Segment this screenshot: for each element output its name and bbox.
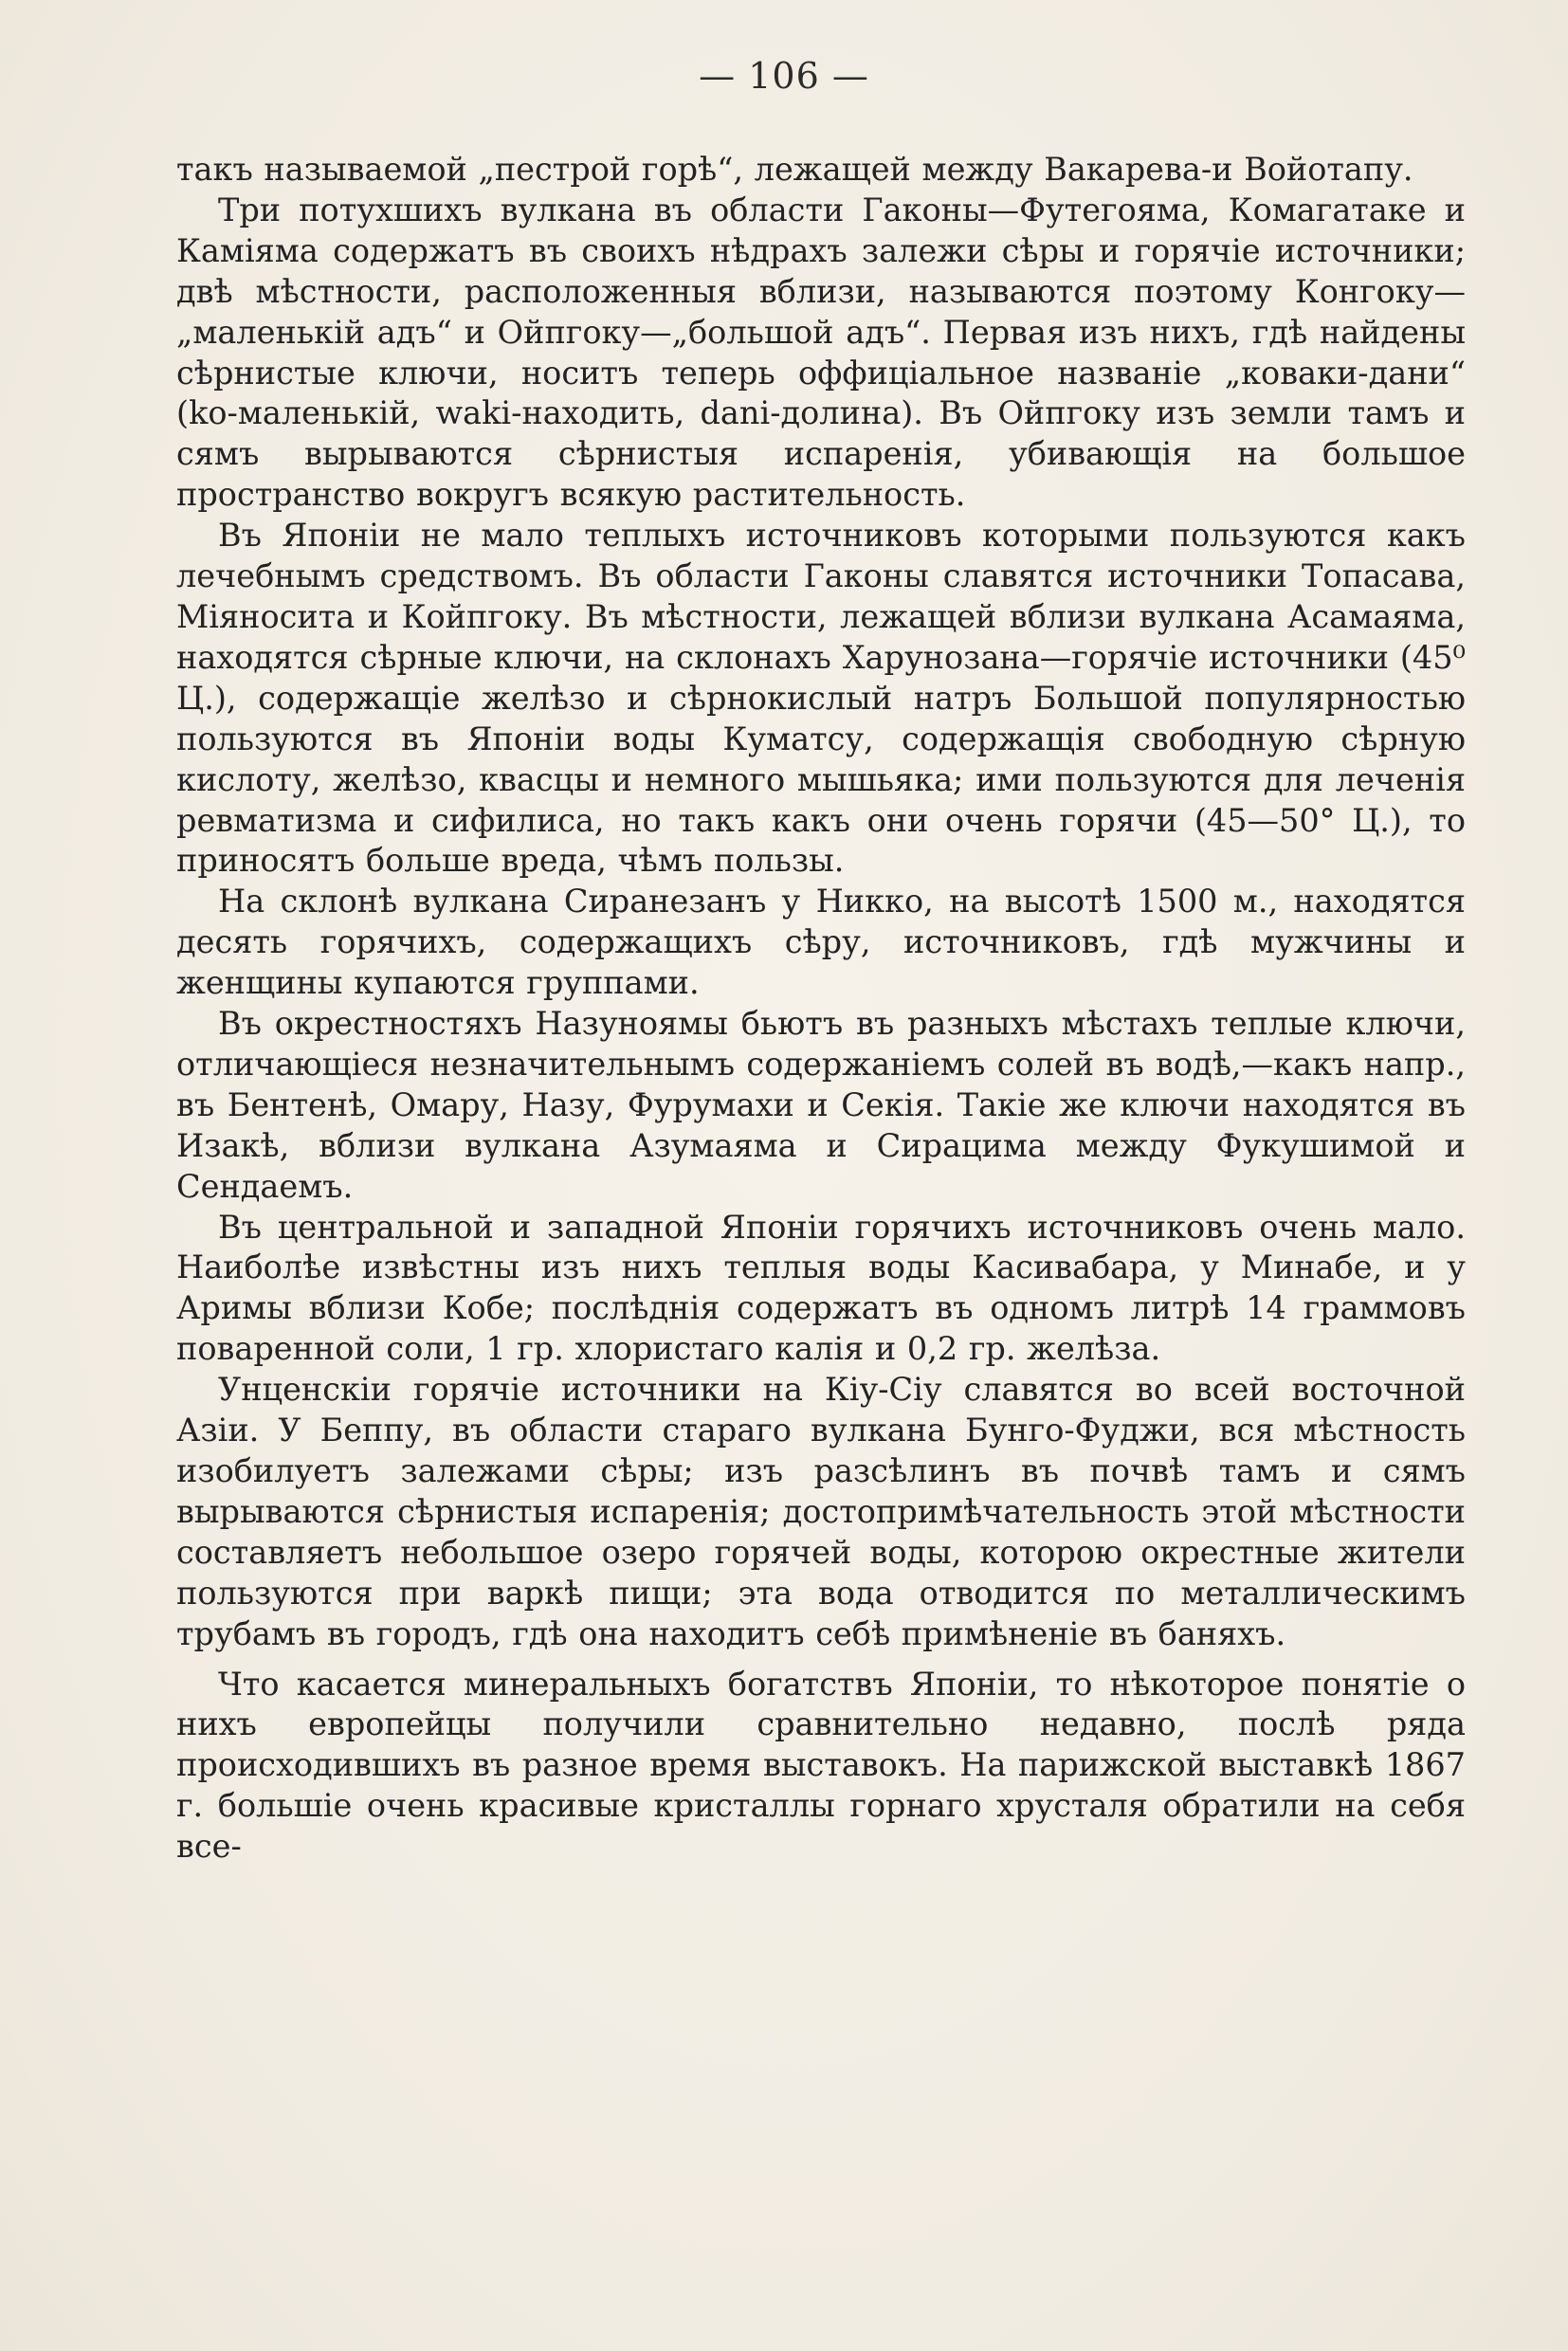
paragraph: Три потухшихъ вулкана въ области Гаконы—Футегояма, Комагатаке и Каміяма содержатъ въ своихъ нѣдрахъ залежи сѣры и горячіе источники; двѣ мѣстности, расположенныя вблизи, называются поэтому Конгоку—„маленькій адъ“ и Ойпгоку—„большой адъ“. Первая изъ нихъ, гдѣ найдены сѣрнистые ключи, носитъ теперь оффиціальное названіе „коваки-дани“ (ko-маленькій, waki-находить, dani-долина). Въ Ойпгоку изъ земли тамъ и сямъ вырываются сѣрнистыя испаренія, убивающія на большое пространство вокругъ всякую растительность. <box>176 191 1466 514</box>
paragraph: На склонѣ вулкана Сиранезанъ у Никко, на высотѣ 1500 м., находятся десять горячихъ, содержащихъ сѣру, источниковъ, гдѣ мужчины и женщины купаются группами. <box>176 883 1466 1002</box>
paragraph: Унценскіи горячіе источники на Кіу-Сіу славятся во всей восточной Азіи. У Беппу, въ области стараго вулкана Бунго-Фуджи, вся мѣстность изобилуетъ залежами сѣры; изъ разсѣлинъ въ почвѣ тамъ и сямъ вырываются сѣрнистыя испаренія; достопримѣчательность этой мѣстности составляетъ небольшое озеро горячей воды, которою окрестные жители пользуются при варкѣ пищи; эта вода отводится по металлическимъ трубамъ въ городъ, гдѣ она находитъ себѣ примѣненіе въ баняхъ. <box>176 1371 1466 1652</box>
paragraph: Въ Японіи не мало теплыхъ источниковъ которыми пользуются какъ лечебнымъ средствомъ. Въ области Гаконы славятся источники Топасава, Міяносита и Койпгоку. Въ мѣстности, лежащей вблизи вулкана Асамаяма, находятся сѣрные ключи, на склонахъ Харунозана—горячіе источники (45⁰ Ц.), содержащіе желѣзо и сѣрнокислый натръ Большой популярностью пользуются въ Японіи воды Куматсу, содержащія свободную сѣрную кислоту, желѣзо, квасцы и немного мышьяка; ими пользуются для леченія ревматизма и сифилиса, но такъ какъ они очень горячи (45—50° Ц.), то приносятъ больше вреда, чѣмъ пользы. <box>176 517 1466 880</box>
page-number: — 106 — <box>699 55 869 97</box>
paragraph: такъ называемой „пестрой горѣ“, лежащей между Вакарева-и Войотапу. <box>176 151 1413 188</box>
paragraph: Въ окрестностяхъ Назуноямы бьютъ въ разныхъ мѣстахъ теплые ключи, отличающіеся незначительнымъ содержаніемъ солей въ водѣ,—какъ напр., въ Бентенѣ, Омару, Назу, Фурумахи и Секія. Такіе же ключи находятся въ Изакѣ, вблизи вулкана Азумаяма и Сирацима между Фукушимой и Сендаемъ. <box>176 1005 1466 1205</box>
paragraph: Что касается минеральныхъ богатствъ Японіи, то нѣкоторое понятіе о нихъ европейцы получили сравнительно недавно, послѣ ряда происходившихъ въ разное время выставокъ. На парижской выставкѣ 1867 г. большіе очень красивые кристаллы горнаго хрусталя обратили на себя все- <box>176 1665 1466 1866</box>
paragraph: Въ центральной и западной Японіи горячихъ источниковъ очень мало. Наиболѣе извѣстны изъ нихъ теплыя воды Касивабара, у Минабе, и у Аримы вблизи Кобе; послѣднія содержатъ въ одномъ литрѣ 14 граммовъ поваренной соли, 1 гр. хлористаго калія и 0,2 гр. желѣза. <box>176 1208 1466 1368</box>
body-text <box>176 150 1466 1868</box>
